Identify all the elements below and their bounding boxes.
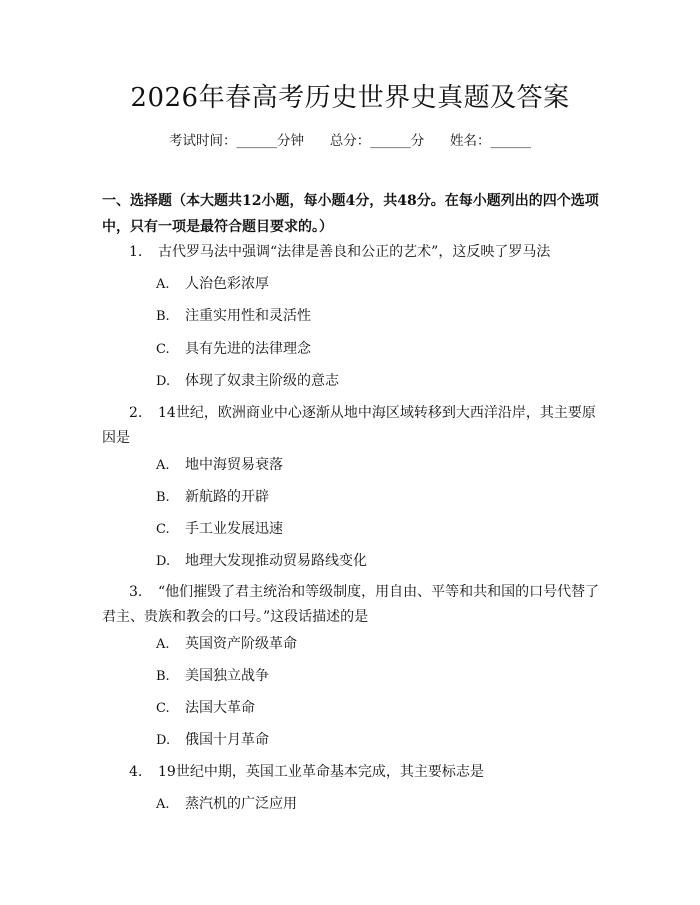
option-2c xyxy=(156,519,586,540)
option-3a xyxy=(156,634,586,655)
option-2b xyxy=(156,487,586,508)
question-number: 4. xyxy=(129,764,143,780)
option-letter: B. xyxy=(156,490,170,505)
option-letter: C. xyxy=(156,342,170,357)
question-4 xyxy=(102,760,602,785)
section-heading: 一、选择题（本大题共12小题，每小题4分，共48分。在每小题列出的四个选项中，只有一项是最符合题目要求的。） xyxy=(102,193,599,235)
option-3c xyxy=(156,698,586,719)
option-text: 地中海贸易衰落 xyxy=(185,457,283,473)
page-title: 2026年春高考历史世界史真题及答案 xyxy=(130,83,570,113)
option-1d xyxy=(156,371,586,392)
question-stem: 14世纪，欧洲商业中心逐渐从地中海区域转移到大西洋沿岸，其主要原因是 xyxy=(102,405,596,446)
option-2d xyxy=(156,551,586,572)
option-4a xyxy=(156,794,586,815)
option-text: 美国独立战争 xyxy=(185,668,269,684)
option-1a xyxy=(156,274,586,295)
question-3 xyxy=(102,580,602,630)
option-2a xyxy=(156,455,586,476)
option-text: 具有先进的法律理念 xyxy=(185,341,311,357)
option-text: 英国资产阶级革命 xyxy=(185,636,297,652)
option-letter: A. xyxy=(156,277,170,292)
option-letter: D. xyxy=(156,554,171,569)
option-letter: D. xyxy=(156,733,171,748)
question-stem: “他们摧毁了君主统治和等级制度，用自由、平等和共和国的口号代替了君主、贵族和教会的口号。”这段话描述的是 xyxy=(102,584,600,625)
option-text: 蒸汽机的广泛应用 xyxy=(185,796,297,812)
option-letter: A. xyxy=(156,797,170,812)
option-text: 俄国十月革命 xyxy=(185,732,269,748)
option-text: 法国大革命 xyxy=(185,700,255,716)
option-letter: A. xyxy=(156,637,170,652)
question-2 xyxy=(102,401,602,451)
question-number: 1. xyxy=(129,244,143,260)
option-letter: C. xyxy=(156,522,170,537)
question-1 xyxy=(102,240,602,265)
option-text: 体现了奴隶主阶级的意志 xyxy=(185,373,339,389)
option-letter: D. xyxy=(156,374,171,389)
option-1b xyxy=(156,306,586,327)
option-3b xyxy=(156,666,586,687)
option-letter: B. xyxy=(156,309,170,324)
option-3d xyxy=(156,730,586,751)
question-stem: 古代罗马法中强调“法律是善良和公正的艺术”，这反映了罗马法 xyxy=(158,244,551,260)
option-text: 新航路的开辟 xyxy=(185,489,269,505)
exam-meta-line: 考试时间：______分钟 总分：______分 姓名：______ xyxy=(169,133,531,149)
option-text: 注重实用性和灵活性 xyxy=(185,308,311,324)
option-1c xyxy=(156,339,586,360)
option-text: 人治色彩浓厚 xyxy=(185,276,269,292)
option-letter: B. xyxy=(156,669,170,684)
question-number: 2. xyxy=(129,405,143,421)
question-stem: 19世纪中期，英国工业革命基本完成，其主要标志是 xyxy=(158,764,484,780)
option-letter: C. xyxy=(156,701,170,716)
question-number: 3. xyxy=(129,584,143,600)
option-letter: A. xyxy=(156,458,170,473)
option-text: 手工业发展迅速 xyxy=(185,521,283,537)
option-text: 地理大发现推动贸易路线变化 xyxy=(185,553,367,569)
